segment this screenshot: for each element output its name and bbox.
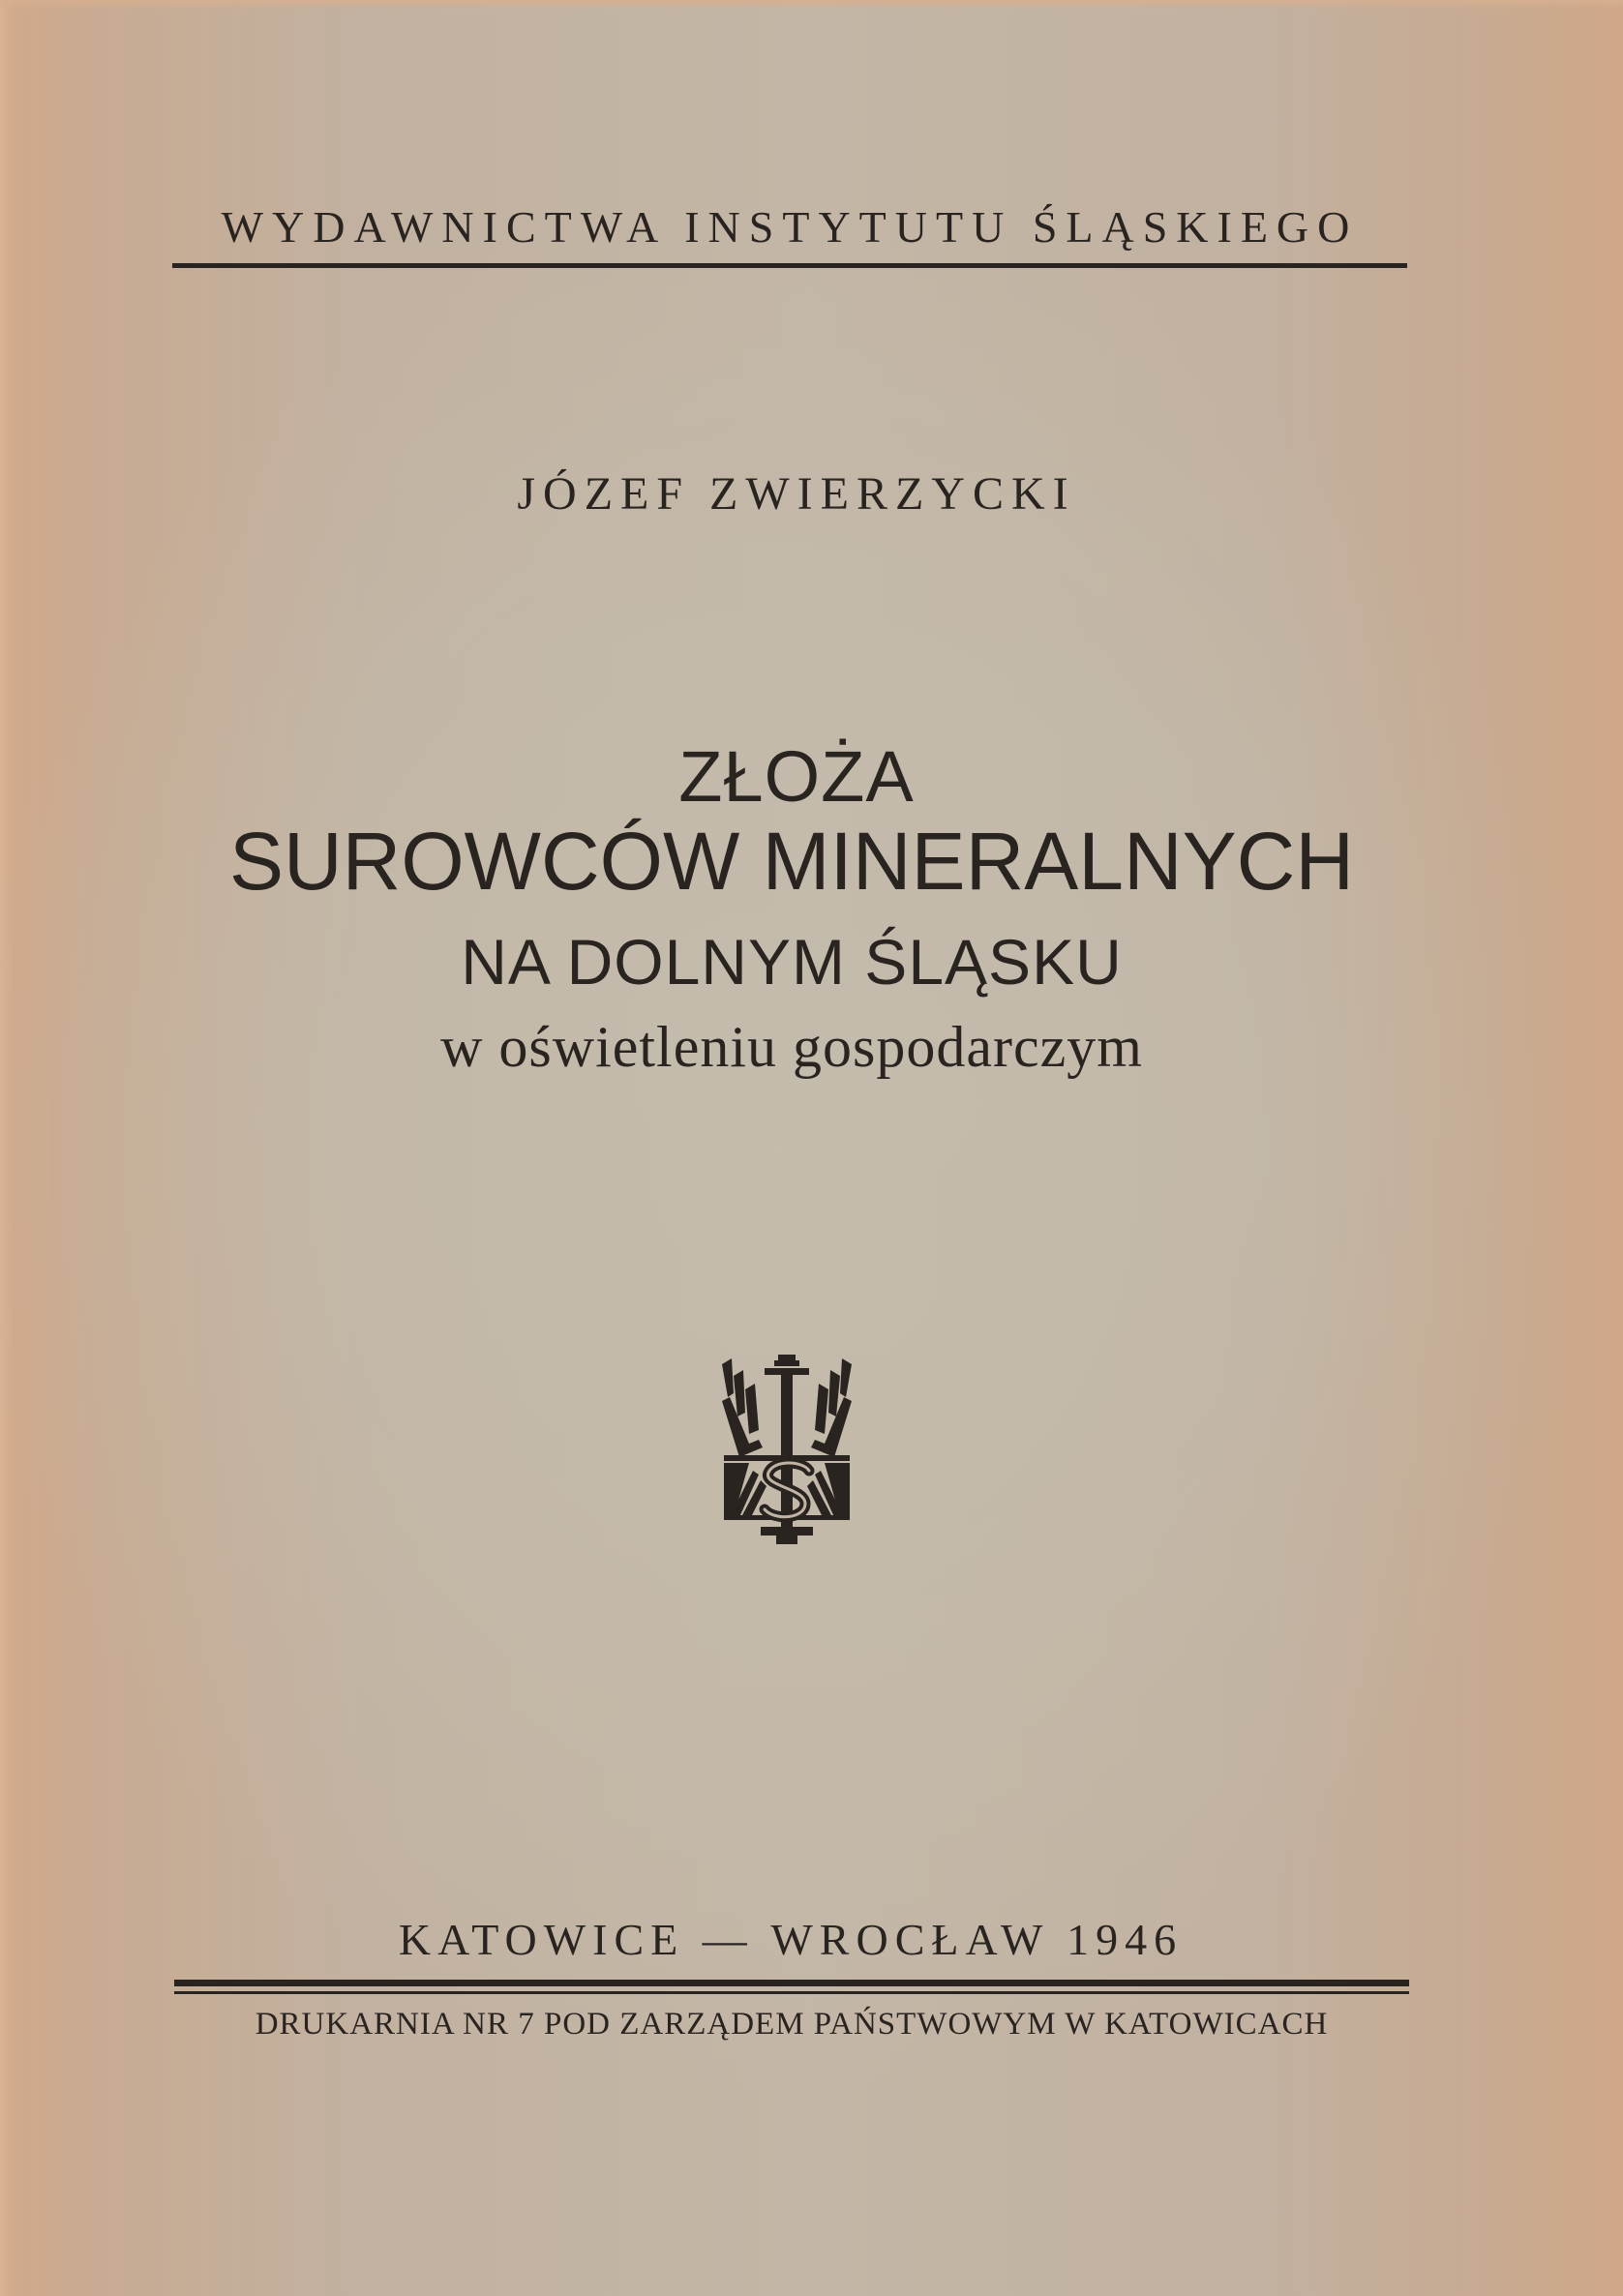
place-and-year: KATOWICE — WROCŁAW 1946 <box>398 1915 1184 1964</box>
paper-edge-top <box>0 0 1623 10</box>
bottom-rule-thick <box>174 1980 1409 1986</box>
series-underline <box>172 263 1407 268</box>
subtitle: w oświetleniu gospodarczym <box>440 1015 1143 1079</box>
title-line-1: ZŁOŻA <box>678 736 915 817</box>
title-line-3: NA DOLNYM ŚLĄSKU <box>461 926 1123 998</box>
title-line-2: SUROWCÓW MINERALNYCH <box>228 816 1354 907</box>
publisher-series: WYDAWNICTWA INSTYTUTU ŚLĄSKIEGO <box>221 202 1359 252</box>
printer-imprint: DRUKARNIA NR 7 POD ZARZĄDEM PAŃSTWOWYM W KATOWICACH <box>255 2007 1329 2042</box>
instytut-slaski-emblem-icon <box>720 1355 854 1544</box>
bottom-rule-thin <box>174 1991 1409 1994</box>
author-name: JÓZEF ZWIERZYCKI <box>517 468 1076 520</box>
